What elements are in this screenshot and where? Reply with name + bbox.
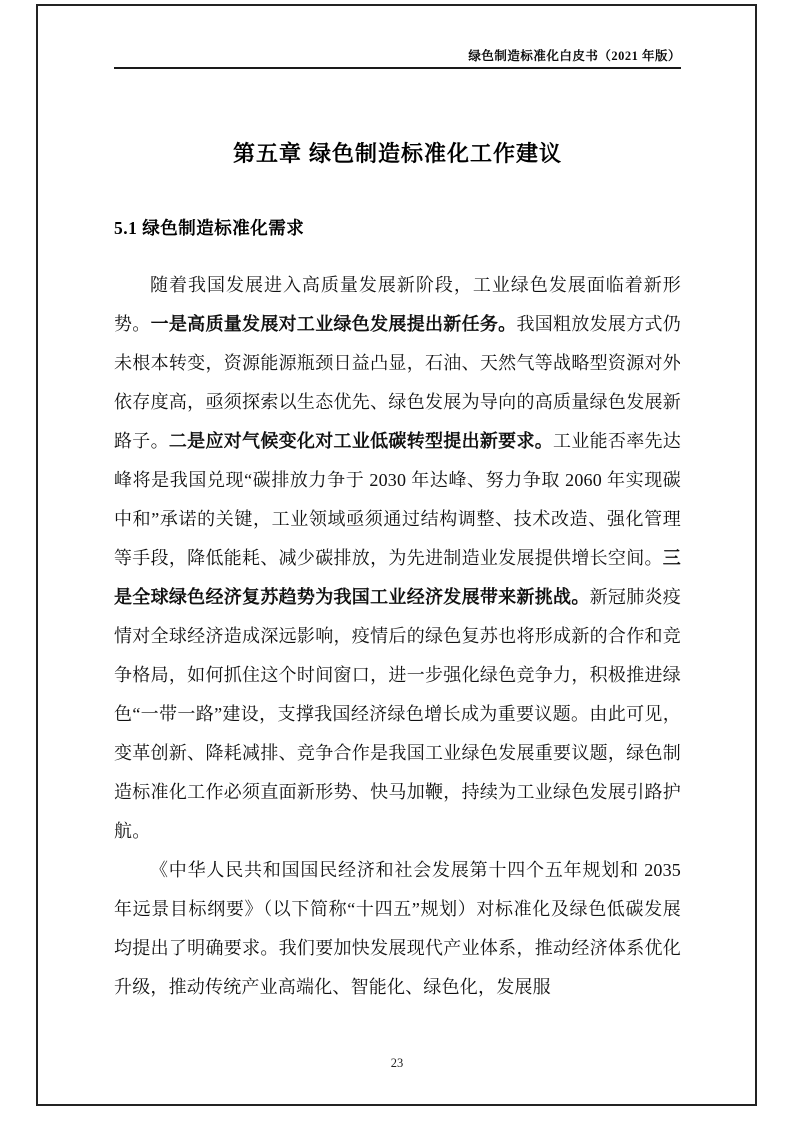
paragraph-2 <box>114 851 681 1007</box>
text-run-bold: 二是应对气候变化对工业低碳转型提出新要求。 <box>168 431 554 451</box>
text-run: 随着我国发展进入高质量发展新阶段，工业绿色发展面临着新形势。 <box>114 275 681 334</box>
text-run-bold: 一是高质量发展对工业绿色发展提出新任务。 <box>150 314 517 334</box>
chapter-title: 第五章 绿色制造标准化工作建议 <box>232 141 563 166</box>
text-run: 《中华人民共和国国民经济和社会发展第十四个五年规划和 2035 年远景目标纲要》（以下简称“十四五”规划）对标准化及绿色低碳发展均提出了明确要求。我们要加快发展现代产业体系，推动经济体系优化升级，推动传统产业高端化、智能化、绿色化，发展服 <box>114 860 681 997</box>
body-text <box>114 266 681 1007</box>
header-rule <box>114 67 681 69</box>
text-run: 新冠肺炎疫情对全球经济造成深远影响，疫情后的绿色复苏也将形成新的合作和竞争格局，如何抓住这个时间窗口，进一步强化绿色竞争力，积极推进绿色“一带一路”建设，支撑我国经济绿色增长成为重要议题。由此可见，变革创新、降耗减排、竞争合作是我国工业绿色发展重要议题，绿色制造标准化工作必须直面新形势、快马加鞭，持续为工业绿色发展引路护航。 <box>114 587 681 841</box>
text-run: 我国粗放发展方式仍未根本转变，资源能源瓶颈日益凸显，石油、天然气等战略型资源对外依存度高，亟须探索以生态优先、绿色发展为导向的高质量绿色发展新路子。 <box>114 314 681 451</box>
text-run: 工业能否率先达峰将是我国兑现“碳排放力争于 2030 年达峰、努力争取 2060 年实现碳中和”承诺的关键，工业领域亟须通过结构调整、技术改造、强化管理等手段，降低能耗、减少碳排放，为先进制造业发展提供增长空间。 <box>114 431 682 568</box>
paragraph-1 <box>114 266 681 851</box>
running-header: 绿色制造标准化白皮书（2021 年版） <box>468 49 681 63</box>
text-run-bold: 三是全球绿色经济复苏趋势为我国工业经济发展带来新挑战。 <box>114 548 681 607</box>
page-number: 23 <box>390 1056 404 1070</box>
section-heading: 5.1 绿色制造标准化需求 <box>114 218 305 238</box>
